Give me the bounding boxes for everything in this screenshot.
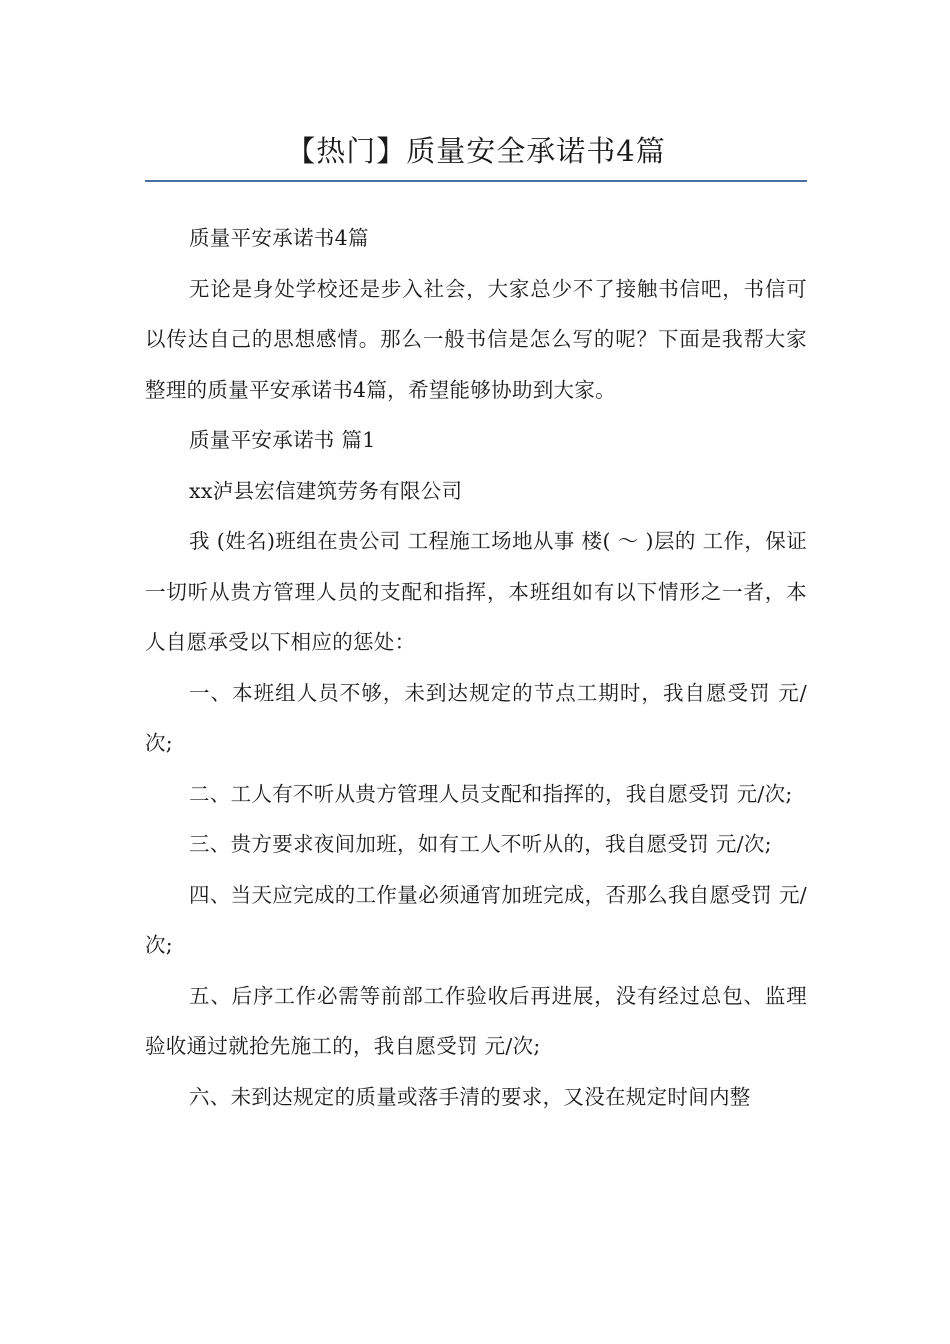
- paragraph-intro: 无论是身处学校还是步入社会，大家总少不了接触书信吧，书信可以传达自己的思想感情。那么一般书信是怎么写的呢？下面是我帮大家整理的质量平安承诺书4篇，希望能够协助到大家。: [145, 276, 807, 402]
- document-body: [145, 213, 807, 1122]
- paragraph-item-1: 一、本班组人员不够，未到达规定的节点工期时，我自愿受罚 元/次;: [145, 680, 807, 755]
- paragraph-item-4: 四、当天应完成的工作量必须通宵加班完成，否那么我自愿受罚 元/次;: [145, 882, 807, 957]
- paragraph-heading: 质量平安承诺书4篇: [189, 226, 369, 250]
- paragraph-item-6: 六、未到达规定的质量或落手清的要求，又没在规定时间内整: [189, 1084, 751, 1109]
- document-title: 【热门】质量安全承诺书4篇: [286, 134, 666, 168]
- paragraph-section-title: 质量平安承诺书 篇1: [189, 428, 376, 452]
- paragraph-addressee: xx泸县宏信建筑劳务有限公司: [189, 478, 463, 503]
- paragraph-pledge: 我 (姓名)班组在贵公司 工程施工场地从事 楼( ～ )层的 工作，保证一切听从贵方管理人员的支配和指挥，本班组如有以下情形之一者，本人自愿承受以下相应的惩处：: [145, 529, 807, 654]
- paragraph-item-2: 二、工人有不听从贵方管理人员支配和指挥的，我自愿受罚 元/次;: [189, 781, 793, 806]
- paragraph-item-5: 五、后序工作必需等前部工作验收后再进展，没有经过总包、监理验收通过就抢先施工的，我自愿受罚 元/次;: [145, 983, 807, 1058]
- paragraph-item-3: 三、贵方要求夜间加班，如有工人不听从的，我自愿受罚 元/次;: [189, 832, 772, 856]
- title-underline: [145, 180, 807, 182]
